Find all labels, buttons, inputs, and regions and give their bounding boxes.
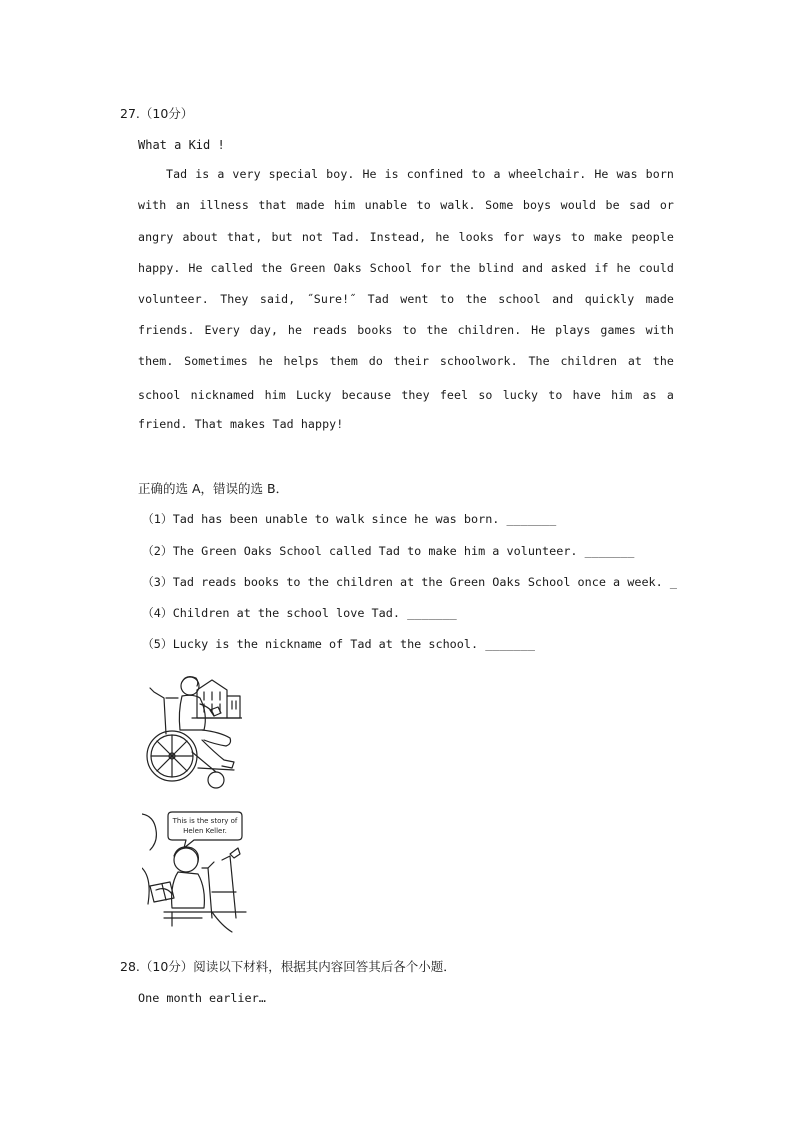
wheelchair-boy-illustration — [142, 668, 242, 793]
question-item-4: （4）Children at the school love Tad. _______ — [142, 606, 457, 620]
passage-title: What a Kid ! — [138, 138, 225, 152]
question-27-header: 27.（10分） — [120, 106, 194, 121]
passage-line: them. Sometimes he helps them do their schoolwork. The children at the — [138, 354, 674, 368]
question-28-header: 28.（10分）阅读以下材料，根据其内容回答其后各个小题． — [120, 959, 456, 974]
speech-bubble-line-2: Helen Keller. — [183, 827, 227, 835]
passage-line: angry about that, but not Tad. Instead, he looks for ways to make people — [138, 230, 674, 244]
reading-illustration — [142, 808, 248, 936]
passage-line: friends. Every day, he reads books to the children. He plays games with — [138, 323, 674, 337]
instruction: 正确的选 A，错误的选 B． — [138, 481, 289, 496]
passage-28-first-line: One month earlier… — [138, 991, 266, 1005]
passage-line: happy. He called the Green Oaks School for the blind and asked if he could — [138, 261, 674, 275]
speech-bubble-line-1: This is the story of — [172, 817, 238, 825]
question-item-3: （3）Tad reads books to the children at the Green Oaks School once a week. _ — [142, 575, 677, 589]
passage-line: friend. That makes Tad happy! — [138, 417, 344, 431]
passage-line: school nicknamed him Lucky because they feel so lucky to have him as a — [138, 388, 674, 402]
question-item-1: （1）Tad has been unable to walk since he was born. _______ — [142, 512, 557, 526]
passage-line: Tad is a very special boy. He is confined to a wheelchair. He was born — [166, 167, 674, 181]
question-item-5: （5）Lucky is the nickname of Tad at the school. _______ — [142, 637, 535, 651]
passage-line: with an illness that made him unable to walk. Some boys would be sad or — [138, 198, 674, 212]
passage-line: volunteer. They said, ˝Sure!˝ Tad went to the school and quickly made — [138, 292, 674, 306]
question-item-2: （2）The Green Oaks School called Tad to make him a volunteer. _______ — [142, 544, 635, 558]
